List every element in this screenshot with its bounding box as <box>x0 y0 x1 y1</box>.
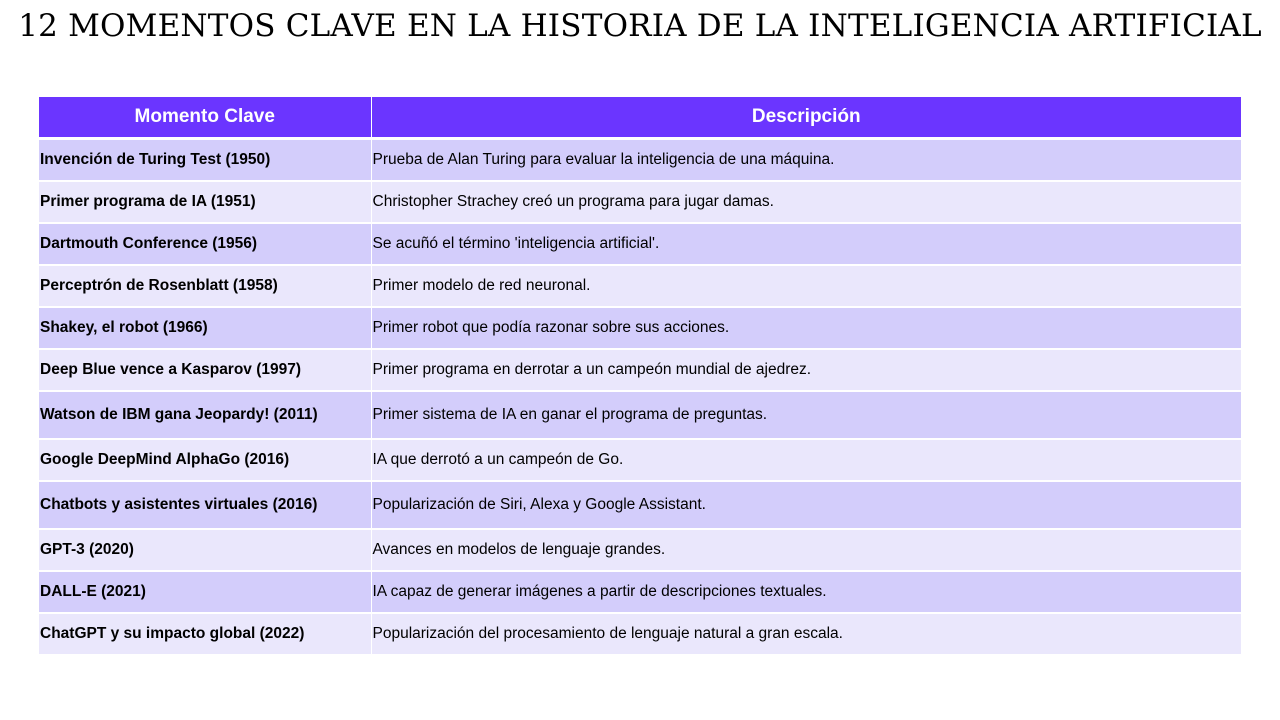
table-header-row <box>39 97 1241 139</box>
column-header-description: Descripción <box>371 97 1241 139</box>
table-row <box>39 481 1241 529</box>
moment-cell: Google DeepMind AlphaGo (2016) <box>39 439 371 481</box>
description-cell: Popularización del procesamiento de lenguaje natural a gran escala. <box>371 613 1241 655</box>
description-cell: Popularización de Siri, Alexa y Google Assistant. <box>371 481 1241 529</box>
description-cell: IA capaz de generar imágenes a partir de descripciones textuales. <box>371 571 1241 613</box>
table-row <box>39 181 1241 223</box>
table-row <box>39 349 1241 391</box>
moment-cell: Watson de IBM gana Jeopardy! (2011) <box>39 391 371 439</box>
table-row <box>39 391 1241 439</box>
moment-cell: Primer programa de IA (1951) <box>39 181 371 223</box>
moment-cell: Invención de Turing Test (1950) <box>39 139 371 182</box>
moment-cell: DALL-E (2021) <box>39 571 371 613</box>
description-cell: Christopher Strachey creó un programa para jugar damas. <box>371 181 1241 223</box>
table-row <box>39 223 1241 265</box>
description-cell: Se acuñó el término 'inteligencia artificial'. <box>371 223 1241 265</box>
description-cell: Primer programa en derrotar a un campeón mundial de ajedrez. <box>371 349 1241 391</box>
page-title: 12 MOMENTOS CLAVE EN LA HISTORIA DE LA INTELIGENCIA ARTIFICIAL <box>18 8 1262 44</box>
table-row <box>39 613 1241 655</box>
table-row <box>39 307 1241 349</box>
table-row <box>39 439 1241 481</box>
table-row <box>39 529 1241 571</box>
moment-cell: GPT-3 (2020) <box>39 529 371 571</box>
moment-cell: ChatGPT y su impacto global (2022) <box>39 613 371 655</box>
moment-cell: Dartmouth Conference (1956) <box>39 223 371 265</box>
moment-cell: Perceptrón de Rosenblatt (1958) <box>39 265 371 307</box>
moment-cell: Deep Blue vence a Kasparov (1997) <box>39 349 371 391</box>
description-cell: IA que derrotó a un campeón de Go. <box>371 439 1241 481</box>
column-header-moment: Momento Clave <box>39 97 371 139</box>
description-cell: Primer robot que podía razonar sobre sus acciones. <box>371 307 1241 349</box>
description-cell: Avances en modelos de lenguaje grandes. <box>371 529 1241 571</box>
moments-table <box>39 97 1241 656</box>
table-row <box>39 139 1241 182</box>
description-cell: Primer modelo de red neuronal. <box>371 265 1241 307</box>
table-row <box>39 265 1241 307</box>
description-cell: Primer sistema de IA en ganar el programa de preguntas. <box>371 391 1241 439</box>
moment-cell: Chatbots y asistentes virtuales (2016) <box>39 481 371 529</box>
table-row <box>39 571 1241 613</box>
moment-cell: Shakey, el robot (1966) <box>39 307 371 349</box>
description-cell: Prueba de Alan Turing para evaluar la inteligencia de una máquina. <box>371 139 1241 182</box>
